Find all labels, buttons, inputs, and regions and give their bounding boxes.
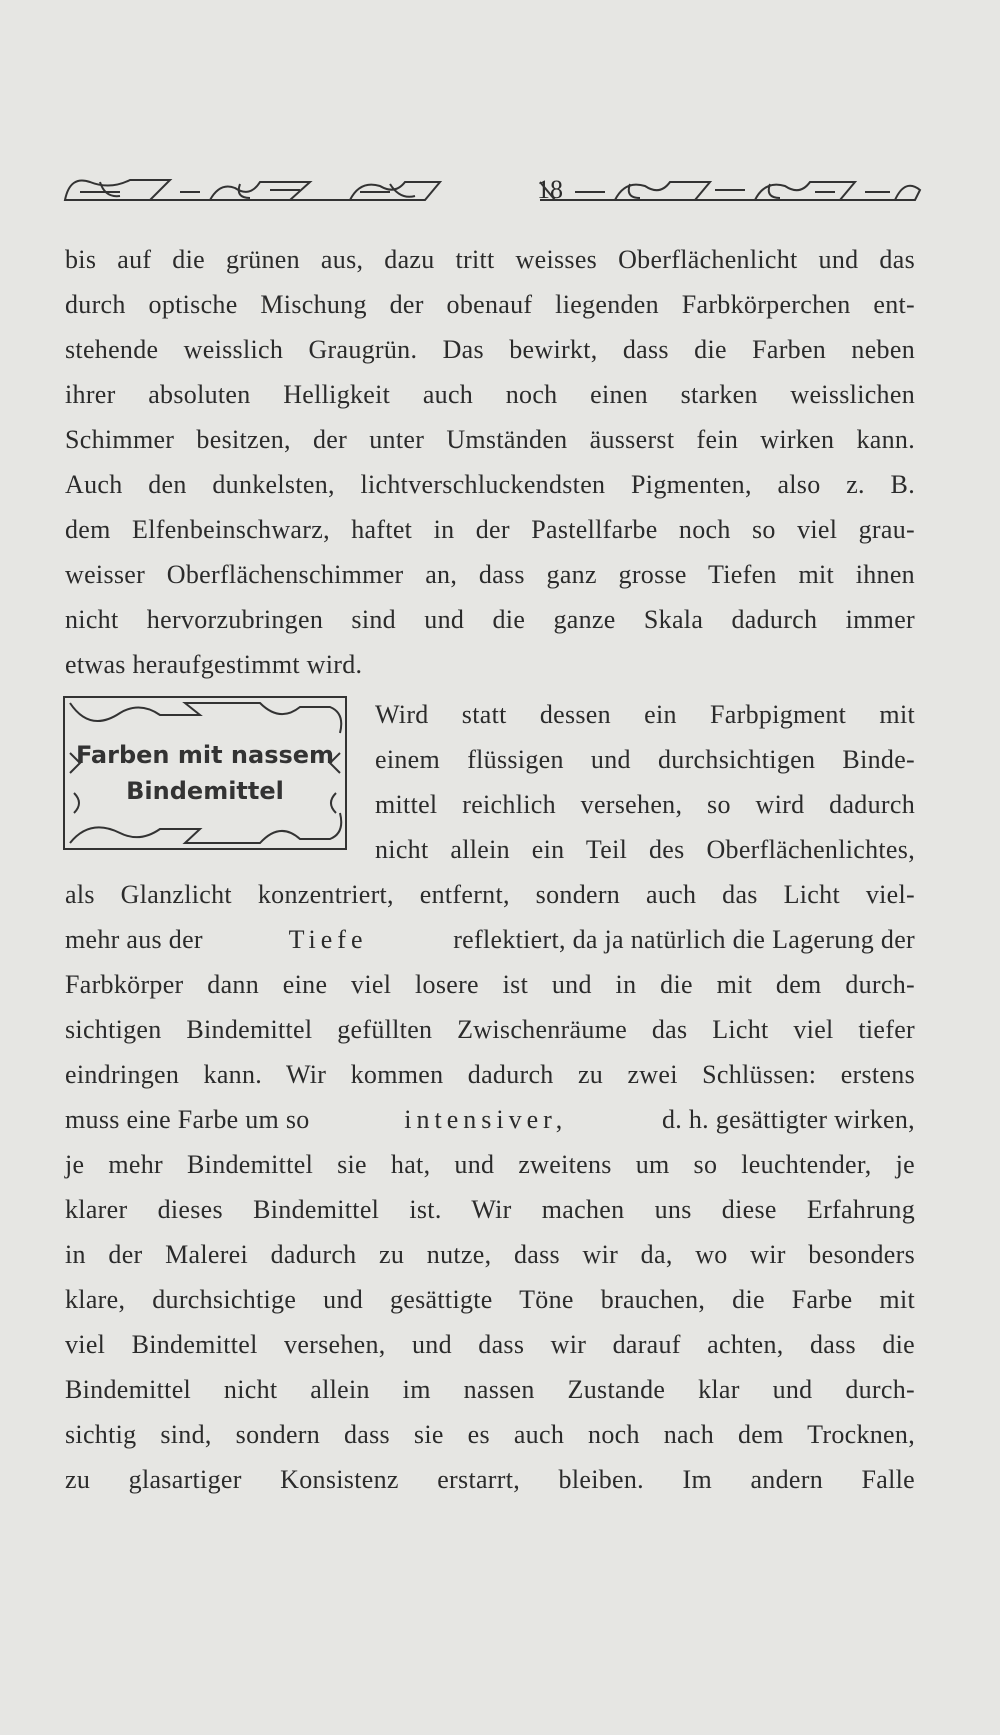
text-line: etwas heraufgestimmt wird. <box>65 650 363 679</box>
text-line: in der Malerei dadurch zu nutze, dass wir da, wo wir besonders <box>65 1240 915 1269</box>
text-line: klarer dieses Bindemittel ist. Wir machen uns diese Erfahrung <box>65 1195 915 1224</box>
text-line: eindringen kann. Wir kommen dadurch zu zwei Schlüssen: erstens <box>65 1060 915 1089</box>
text-line: weisser Oberflächenschimmer an, dass ganz grosse Tiefen mit ihnen <box>65 560 915 589</box>
text-line: Wird statt dessen ein Farbpigment mit <box>375 700 915 729</box>
text-segment: reflektiert, da ja natürlich die Lagerung der <box>453 925 915 954</box>
text-segment: d. h. gesättigter wirken, <box>661 1105 915 1134</box>
margin-heading-box <box>60 693 350 853</box>
text-line: klare, durchsichtige und gesättigte Töne brauchen, die Farbe mit <box>65 1285 915 1314</box>
text-line: als Glanzlicht konzentriert, entfernt, sondern auch das Licht viel- <box>65 880 915 909</box>
text-line: dem Elfenbeinschwarz, haftet in der Pastellfarbe noch so viel grau- <box>65 515 915 544</box>
text-line-tiefe <box>65 918 915 962</box>
page-number: 18 <box>537 175 563 204</box>
left-ornament-icon <box>60 170 450 212</box>
text-line: Bindemittel nicht allein im nassen Zustande klar und durch- <box>65 1375 915 1404</box>
text-line: stehende weisslich Graugrün. Das bewirkt, dass die Farben neben <box>65 335 915 364</box>
ornamental-frame-icon <box>60 693 350 853</box>
text-line: zu glasartiger Konsistenz erstarrt, bleiben. Im andern Falle <box>65 1465 915 1494</box>
text-line-intensiver <box>65 1098 915 1142</box>
text-line: Farbkörper dann eine viel losere ist und in die mit dem durch- <box>65 970 915 999</box>
emphasized-word: intensiver, <box>404 1105 568 1134</box>
text-line: ihrer absoluten Helligkeit auch noch einen starken weisslichen <box>65 380 915 409</box>
text-line: mittel reichlich versehen, so wird dadurch <box>375 790 915 819</box>
margin-heading-line1: Farben mit nassem <box>75 741 335 769</box>
text-line: durch optische Mischung der obenauf liegenden Farbkörperchen ent- <box>65 290 915 319</box>
text-line: Schimmer besitzen, der unter Umständen äusserst fein wirken kann. <box>65 425 915 454</box>
text-line: sichtigen Bindemittel gefüllten Zwischenräume das Licht viel tiefer <box>65 1015 915 1044</box>
text-segment: mehr aus der <box>65 925 203 954</box>
text-line: nicht allein ein Teil des Oberflächenlichtes, <box>375 835 915 864</box>
text-line: einem flüssigen und durchsichtigen Binde- <box>375 745 915 774</box>
text-line: sichtig sind, sondern dass sie es auch noch nach dem Trocknen, <box>65 1420 915 1449</box>
text-line: bis auf die grünen aus, dazu tritt weisses Oberflächenlicht und das <box>65 245 915 274</box>
page-header <box>60 170 930 220</box>
text-segment: muss eine Farbe um so <box>65 1105 310 1134</box>
text-line: je mehr Bindemittel sie hat, und zweitens um so leuchtender, je <box>65 1150 915 1179</box>
text-line: viel Bindemittel versehen, und dass wir darauf achten, dass die <box>65 1330 915 1359</box>
text-line: nicht hervorzubringen sind und die ganze Skala dadurch immer <box>65 605 915 634</box>
emphasized-word: Tiefe <box>288 925 368 954</box>
right-ornament-icon <box>535 170 925 212</box>
text-line: Auch den dunkelsten, lichtverschluckendsten Pigmenten, also z. B. <box>65 470 915 499</box>
margin-heading-line2: Bindemittel <box>126 777 284 805</box>
